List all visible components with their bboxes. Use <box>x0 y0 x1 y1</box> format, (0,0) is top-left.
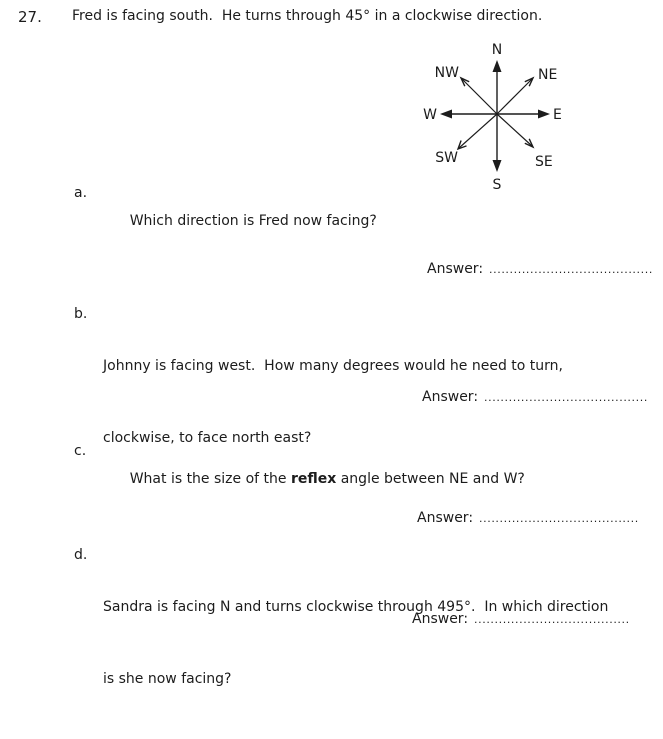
answer-blank[interactable]: ...................................... <box>474 613 630 626</box>
answer-blank[interactable]: ........................................ <box>484 391 648 404</box>
part-text-post: angle between NE and W? <box>336 471 525 487</box>
part-letter: c. <box>74 443 87 459</box>
compass-label-n: N <box>491 42 503 58</box>
part-text-line2: clockwise, to face north east? <box>103 430 312 446</box>
compass-arrowhead-w-icon <box>440 110 452 119</box>
part-text-bold: reflex <box>290 471 337 487</box>
question-number: 27. <box>18 8 42 26</box>
compass-rose-diagram <box>413 36 588 194</box>
question-part-c <box>74 443 663 515</box>
question-intro: Fred is facing south. He turns through 45° in a clockwise direction. <box>72 8 543 24</box>
compass-arrow-se <box>497 114 532 146</box>
answer-label: Answer: <box>427 261 484 277</box>
compass-label-se: SE <box>535 154 553 170</box>
compass-label-e: E <box>553 107 562 123</box>
part-text-line1: Johnny is facing west. How many degrees would he need to turn, <box>103 358 563 374</box>
answer-row-d <box>412 611 630 627</box>
answer-row-b <box>422 389 648 405</box>
answer-label: Answer: <box>417 510 474 526</box>
part-text-line1: Sandra is facing N and turns clockwise through 495°. In which direction <box>103 599 609 615</box>
compass-arrow-sw <box>459 114 497 148</box>
compass-arrowhead-e-icon <box>538 110 550 119</box>
part-letter: b. <box>74 306 88 322</box>
compass-label-s: S <box>492 177 502 193</box>
part-letter: d. <box>74 547 88 563</box>
question-part-d <box>74 547 663 739</box>
answer-row-c <box>417 510 639 526</box>
part-text: Which direction is Fred now facing? <box>129 213 377 229</box>
compass-label-sw: SW <box>435 150 458 166</box>
compass-arrowhead-s-icon <box>493 160 502 172</box>
answer-blank[interactable]: ........................................ <box>489 263 653 276</box>
compass-arrowhead-n-icon <box>493 60 502 72</box>
answer-label: Answer: <box>422 389 479 405</box>
part-letter: a. <box>74 185 88 201</box>
answer-label: Answer: <box>412 611 469 627</box>
compass-label-w: W <box>423 107 437 123</box>
compass-label-ne: NE <box>538 67 558 83</box>
answer-row-a <box>427 261 653 277</box>
compass-arrow-nw <box>462 79 497 114</box>
compass-arrow-ne <box>497 79 532 114</box>
part-text-pre: What is the size of the <box>129 471 291 487</box>
part-text-line2: is she now facing? <box>103 671 232 687</box>
answer-blank[interactable]: ....................................... <box>479 512 639 525</box>
compass-label-nw: NW <box>434 65 459 81</box>
question-part-a <box>74 185 663 257</box>
